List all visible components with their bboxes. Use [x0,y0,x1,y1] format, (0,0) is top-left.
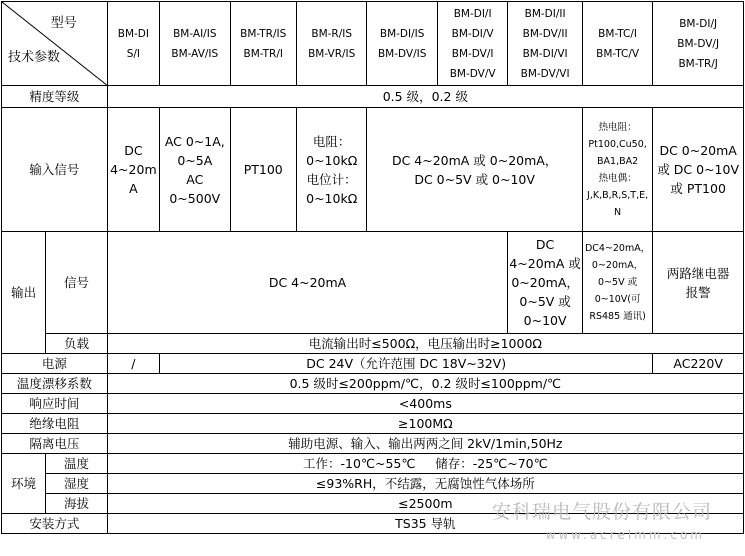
power-c2: DC 24V（允许范围 DC 18V~32V) [160,354,653,374]
model-col-7: BM-DI/II BM-DV/II BM-DI/VI BM-DV/VI [508,2,583,86]
accuracy-label: 精度等级 [2,86,108,108]
model-col-6: BM-DI/I BM-DI/V BM-DV/I BM-DV/V [437,2,507,86]
input-c2: AC 0~1A, 0~5A AC 0~500V [160,108,230,232]
input-c6: 热电阻： Pt100,Cu50, BA1,BA2 热电偶： J,K,B,R,S,T,E, N [582,108,652,232]
env-humidity-label: 湿度 [46,474,107,494]
input-c7: DC 0~20mA 或 DC 0~10V 或 PT100 [653,108,744,232]
model-col-4: BM-R/IS BM-VR/IS [296,2,366,86]
output-signal-label: 信号 [46,232,107,334]
input-c3: PT100 [230,108,296,232]
power-label: 电源 [2,354,108,374]
env-temp-label: 温度 [46,454,107,474]
install-value: TS35 导轨 [107,514,743,534]
power-c3: AC220V [653,354,744,374]
output-signal-b: DC 4~20mA 或 0~20mA，0~5V 或 0~10V [508,232,583,334]
response-label: 响应时间 [2,394,108,414]
model-col-9: BM-DI/J BM-DV/J BM-TR/J [653,2,744,86]
output-load-value: 电流输出时≤500Ω，电压输出时≥1000Ω [107,334,743,354]
env-temp-value: 工作：-10℃~55℃ 储存：-25℃~70℃ [107,454,743,474]
watermark-url: www.acrelmm.com [545,528,705,542]
output-signal-d: 两路继电器 报警 [653,232,744,334]
output-label: 输出 [2,232,46,354]
watermark-company: 安科瑞电气股份有限公司 [491,501,712,523]
power-c1: / [107,354,159,374]
env-altitude-label: 海拔 [46,494,107,514]
model-col-8: BM-TC/I BM-TC/V [582,2,652,86]
output-signal-a: DC 4~20mA [107,232,508,334]
input-c4: 电阻： 0~10kΩ 电位计： 0~10kΩ [296,108,366,232]
output-signal-c: DC4~20mA， 0~20mA， 0~5V 或 0~10V(可 RS485 通讯) [582,232,652,334]
response-value: <400ms [107,394,743,414]
model-col-2: BM-AI/IS BM-AV/IS [160,2,230,86]
environment-label: 环境 [2,454,46,514]
spec-table [1,1,744,534]
accuracy-value: 0.5 级，0.2 级 [107,86,743,108]
env-humidity-value: ≤93%RH，不结露，无腐蚀性气体场所 [107,474,743,494]
temp-drift-label: 温度漂移系数 [2,374,108,394]
model-col-3: BM-TR/IS BM-TR/I [230,2,296,86]
input-label: 输入信号 [2,108,108,232]
insulation-value: ≥100MΩ [107,414,743,434]
install-label: 安装方式 [2,514,108,534]
header-diagonal-cell [2,2,108,86]
param-header: 技术参数 [8,50,61,65]
temp-drift-value: 0.5 级时≤200ppm/℃，0.2 级时≤100ppm/℃ [107,374,743,394]
model-col-1: BM-DI S/I [107,2,159,86]
isolation-value: 辅助电源、输入、输出两两之间 2kV/1min,50Hz [107,434,743,454]
model-header: 型号 [50,16,77,31]
output-load-label: 负载 [46,334,107,354]
env-altitude-value: ≤2500m [107,494,743,514]
model-col-5: BM-DI/IS BM-DV/IS [367,2,437,86]
input-c5: DC 4~20mA 或 0~20mA， DC 0~5V 或 0~10V [367,108,582,232]
input-c1: DC 4~20m A [107,108,159,232]
isolation-label: 隔离电压 [2,434,108,454]
insulation-label: 绝缘电阻 [2,414,108,434]
